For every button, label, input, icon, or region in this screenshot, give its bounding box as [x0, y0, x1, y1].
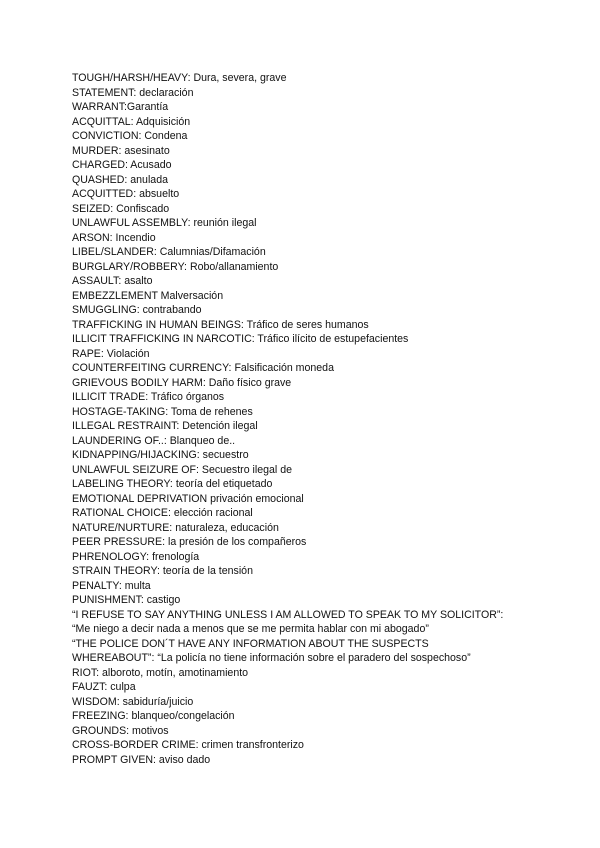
vocabulary-line: ASSAULT: asalto [72, 275, 153, 287]
vocabulary-line: KIDNAPPING/HIJACKING: secuestro [72, 449, 249, 461]
vocabulary-line: STRAIN THEORY: teoría de la tensión [72, 565, 253, 577]
vocabulary-line: PHRENOLOGY: frenología [72, 550, 200, 563]
vocabulary-line: “THE POLICE DON´T HAVE ANY INFORMATION ABOUT THE SUSPECTS [72, 637, 429, 650]
vocabulary-line: UNLAWFUL SEIZURE OF: Secuestro ilegal de [72, 463, 292, 476]
vocabulary-line: ILLEGAL RESTRAINT: Detención ilegal [72, 420, 258, 432]
vocabulary-line: PUNISHMENT: castigo [72, 594, 181, 606]
vocabulary-line: PEER PRESSURE: la presión de los compañeros [72, 536, 307, 548]
vocabulary-line: MURDER: asesinato [72, 144, 170, 157]
vocabulary-line: GROUNDS: motivos [72, 724, 169, 737]
vocabulary-line: TOUGH/HARSH/HEAVY: Dura, severa, grave [72, 72, 287, 84]
vocabulary-line: WHEREABOUT”: “La policía no tiene información sobre el paradero del sospechoso” [72, 652, 471, 664]
vocabulary-line: COUNTERFEITING CURRENCY: Falsificación moneda [72, 362, 334, 374]
vocabulary-line: LABELING THEORY: teoría del etiquetado [72, 478, 273, 490]
vocabulary-line: FAUZT: culpa [72, 681, 136, 693]
vocabulary-line: SMUGGLING: contrabando [72, 304, 202, 316]
vocabulary-line: FREEZING: blanqueo/congelación [72, 710, 235, 722]
vocabulary-line: PROMPT GIVEN: aviso dado [72, 753, 211, 766]
vocabulary-line: BURGLARY/ROBBERY: Robo/allanamiento [72, 260, 279, 273]
vocabulary-line: “I REFUSE TO SAY ANYTHING UNLESS I AM ALLOWED TO SPEAK TO MY SOLICITOR”: [72, 608, 504, 621]
vocabulary-line: ACQUITTAL: Adquisición [72, 115, 191, 128]
vocabulary-line: “Me niego a decir nada a menos que se me permita hablar con mi abogado” [72, 623, 429, 635]
vocabulary-line: LIBEL/SLANDER: Calumnias/Difamación [72, 246, 266, 258]
vocabulary-line: TRAFFICKING IN HUMAN BEINGS: Tráfico de seres humanos [72, 318, 369, 331]
vocabulary-line: EMOTIONAL DEPRIVATION privación emocional [72, 492, 304, 505]
vocabulary-line: UNLAWFUL ASSEMBLY: reunión ilegal [72, 217, 257, 229]
vocabulary-line: ACQUITTED: absuelto [72, 188, 180, 200]
vocabulary-line: ILLICIT TRADE: Tráfico órganos [72, 391, 225, 403]
vocabulary-line: PENALTY: multa [72, 579, 151, 592]
vocabulary-line: QUASHED: anulada [72, 173, 168, 186]
vocabulary-line: RAPE: Violación [72, 347, 150, 360]
vocabulary-line: WARRANT:Garantía [72, 101, 169, 113]
vocabulary-line: CROSS-BORDER CRIME: crimen transfronterizo [72, 739, 304, 751]
vocabulary-line: CONVICTION: Condena [72, 130, 188, 142]
vocabulary-list [72, 71, 572, 767]
vocabulary-line: CHARGED: Acusado [72, 159, 172, 171]
vocabulary-line: ILLICIT TRAFFICKING IN NARCOTIC: Tráfico ilícito de estupefacientes [72, 333, 409, 345]
vocabulary-line: NATURE/NURTURE: naturaleza, educación [72, 521, 279, 534]
vocabulary-line: SEIZED: Confiscado [72, 202, 170, 215]
vocabulary-line: RIOT: alboroto, motín, amotinamiento [72, 666, 249, 679]
vocabulary-line: STATEMENT: declaración [72, 86, 194, 99]
vocabulary-line: LAUNDERING OF..: Blanqueo de.. [72, 434, 236, 447]
vocabulary-line: EMBEZZLEMENT Malversación [72, 289, 224, 302]
vocabulary-line: RATIONAL CHOICE: elección racional [72, 507, 253, 519]
vocabulary-line: ARSON: Incendio [72, 231, 156, 244]
vocabulary-line: WISDOM: sabiduría/juicio [72, 695, 194, 708]
vocabulary-line: HOSTAGE-TAKING: Toma de rehenes [72, 405, 253, 418]
vocabulary-line: GRIEVOUS BODILY HARM: Daño físico grave [72, 376, 292, 389]
